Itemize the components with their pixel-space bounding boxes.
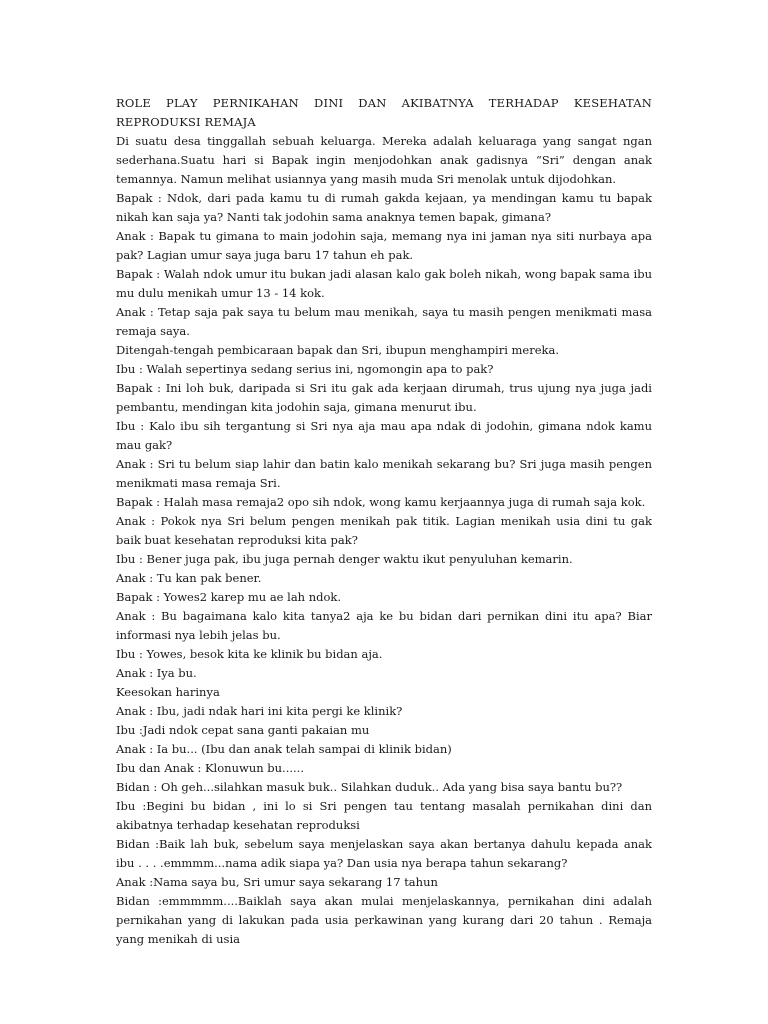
dialogue-line: Ibu dan Anak : Klonuwun bu...... — [116, 761, 304, 775]
dialogue-line: Anak : Tetap saja pak saya tu belum mau menikah, saya tu masih pengen menikmati masa remaja saya. — [116, 305, 652, 338]
dialogue-line: Anak : Tu kan pak bener. — [116, 571, 262, 585]
dialogue-line: Anak : Bapak tu gimana to main jodohin saja, memang nya ini jaman nya siti nurbaya apa pak? Lagian umur saya juga baru 17 tahun eh pak. — [116, 229, 652, 262]
narration-line: Keesokan harinya — [116, 685, 220, 699]
dialogue-line: Bapak : Yowes2 karep mu ae lah ndok. — [116, 590, 342, 604]
dialogue-line: Ibu : Kalo ibu sih tergantung si Sri nya aja mau apa ndak di jodohin, gimana ndok kamu mau gak? — [116, 419, 652, 452]
document-title: ROLE PLAY PERNIKAHAN DINI DAN AKIBATNYA TERHADAP KESEHATAN REPRODUKSI REMAJA — [116, 96, 652, 129]
narration-line: Ditengah-tengah pembicaraan bapak dan Sri, ibupun menghampiri mereka. — [116, 343, 560, 357]
dialogue-line: Anak : Ibu, jadi ndak hari ini kita pergi ke klinik? — [116, 704, 403, 718]
dialogue-line: Ibu : Bener juga pak, ibu juga pernah denger waktu ikut penyuluhan kemarin. — [116, 552, 573, 566]
dialogue-line: Anak :Nama saya bu, Sri umur saya sekarang 17 tahun — [116, 875, 438, 889]
dialogue-line: Anak : Pokok nya Sri belum pengen menikah pak titik. Lagian menikah usia dini tu gak baik buat kesehatan reproduksi kita pak? — [116, 514, 652, 547]
dialogue-line: Ibu :Begini bu bidan , ini lo si Sri pengen tau tentang masalah pernikahan dini dan akibatnya terhadap kesehatan reproduksi — [116, 799, 652, 832]
dialogue-line: Anak : Iya bu. — [116, 666, 197, 680]
dialogue-line: Bapak : Walah ndok umur itu bukan jadi alasan kalo gak boleh nikah, wong bapak sama ibu mu dulu menikah umur 13 - 14 kok. — [116, 267, 652, 300]
dialogue-line: Bapak : Ini loh buk, daripada si Sri itu gak ada kerjaan dirumah, trus ujung nya juga jadi pembantu, mendingan kita jodohin saja, gimana menurut ibu. — [116, 381, 652, 414]
dialogue-line: Bidan : Oh geh...silahkan masuk buk.. Silahkan duduk.. Ada yang bisa saya bantu bu?? — [116, 780, 623, 794]
dialogue-line: Bidan :emmmmm....Baiklah saya akan mulai menjelaskannya, pernikahan dini adalah pernikahan yang di lakukan pada usia perkawinan yang kurang dari 20 tahun . Remaja yang menikah di usia — [116, 894, 652, 946]
intro-paragraph: Di suatu desa tinggallah sebuah keluarga. Mereka adalah keluaraga yang sangat ngan sederhana.Suatu hari si Bapak ingin menjodohkan anak gadisnya “Sri” dengan anak temannya. Namun melihat usiannya yang masih muda Sri menolak untuk dijodohkan. — [116, 134, 652, 186]
dialogue-line: Ibu : Walah sepertinya sedang serius ini, ngomongin apa to pak? — [116, 362, 494, 376]
dialogue-line: Bidan :Baik lah buk, sebelum saya menjelaskan saya akan bertanya dahulu kepada anak ibu . . . .emmmm...nama adik siapa ya? Dan usia nya berapa tahun sekarang? — [116, 837, 652, 870]
dialogue-line: Anak : Bu bagaimana kalo kita tanya2 aja ke bu bidan dari pernikan dini itu apa? Biar informasi nya lebih jelas bu. — [116, 609, 652, 642]
dialogue-line: Bapak : Ndok, dari pada kamu tu di rumah gakda kejaan, ya mendingan kamu tu bapak nikah kan saja ya? Nanti tak jodohin sama anaknya temen bapak, gimana? — [116, 191, 652, 224]
dialogue-line: Ibu : Yowes, besok kita ke klinik bu bidan aja. — [116, 647, 383, 661]
dialogue-line: Anak : Ia bu... (Ibu dan anak telah sampai di klinik bidan) — [116, 742, 452, 756]
dialogue-line: Bapak : Halah masa remaja2 opo sih ndok, wong kamu kerjaannya juga di rumah saja kok. — [116, 495, 646, 509]
dialogue-line: Ibu :Jadi ndok cepat sana ganti pakaian mu — [116, 723, 370, 737]
document-body — [116, 94, 652, 949]
dialogue-line: Anak : Sri tu belum siap lahir dan batin kalo menikah sekarang bu? Sri juga masih pengen menikmati masa remaja Sri. — [116, 457, 652, 490]
